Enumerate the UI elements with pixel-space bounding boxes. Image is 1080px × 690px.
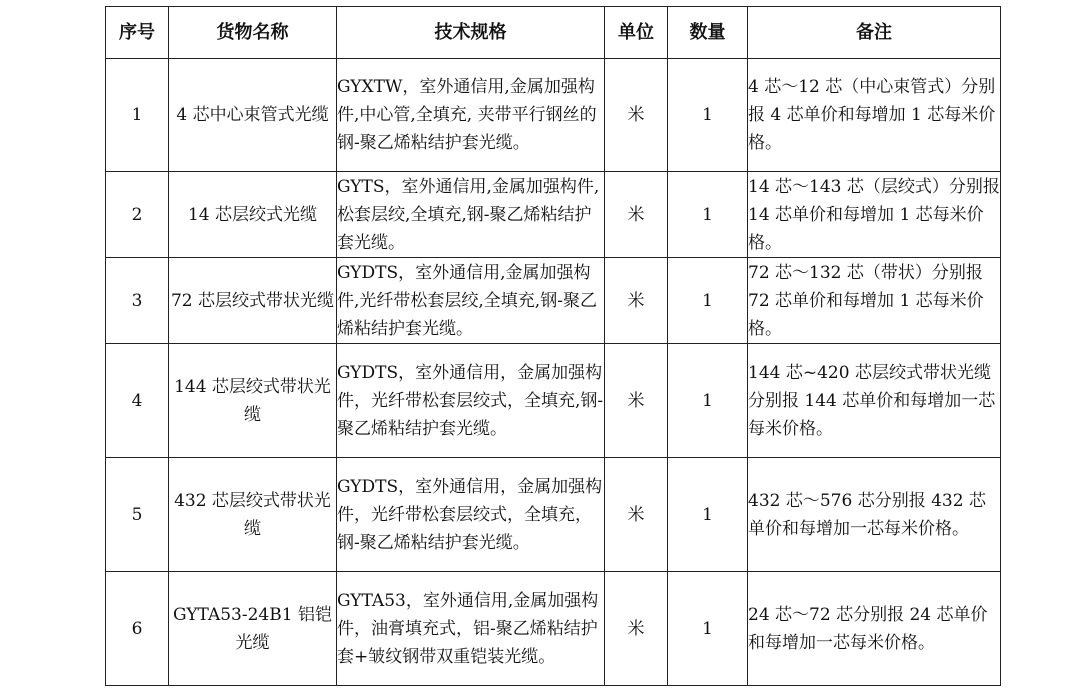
- row-goods-name: 432 芯层绞式带状光缆: [169, 458, 337, 572]
- row-no: 6: [106, 572, 169, 686]
- row-quantity: 1: [668, 59, 748, 172]
- row-quantity: 1: [668, 258, 748, 344]
- row-remarks: 14 芯～143 芯（层绞式）分别报 14 芯单价和每增加 1 芯每米价格。: [748, 172, 1001, 258]
- row-unit: 米: [605, 572, 668, 686]
- table-row: [106, 458, 1001, 572]
- row-tech-spec: GYDTS，室外通信用，金属加强构件，光纤带松套层绞式，全填充，钢-聚乙烯粘结护套光缆。: [337, 458, 605, 572]
- row-tech-spec: GYDTS，室外通信用,金属加强构件,光纤带松套层绞,全填充,钢-聚乙烯粘结护套光缆。: [337, 258, 605, 344]
- row-goods-name: GYTA53-24B1 铝铠光缆: [169, 572, 337, 686]
- table-header-row: [106, 7, 1001, 59]
- goods-spec-table: [105, 6, 1001, 686]
- row-remarks: 4 芯～12 芯（中心束管式）分别报 4 芯单价和每增加 1 芯每米价格。: [748, 59, 1001, 172]
- row-unit: 米: [605, 59, 668, 172]
- row-goods-name: 4 芯中心束管式光缆: [169, 59, 337, 172]
- row-unit: 米: [605, 172, 668, 258]
- table-row: [106, 258, 1001, 344]
- header-remarks: 备注: [748, 7, 1001, 59]
- row-quantity: 1: [668, 458, 748, 572]
- row-tech-spec: GYTS，室外通信用,金属加强构件,松套层绞,全填充,钢-聚乙烯粘结护套光缆。: [337, 172, 605, 258]
- row-remarks: 144 芯~420 芯层绞式带状光缆分别报 144 芯单价和每增加一芯每米价格。: [748, 344, 1001, 458]
- row-quantity: 1: [668, 172, 748, 258]
- row-goods-name: 144 芯层绞式带状光缆: [169, 344, 337, 458]
- row-remarks: 24 芯～72 芯分别报 24 芯单价和每增加一芯每米价格。: [748, 572, 1001, 686]
- row-unit: 米: [605, 258, 668, 344]
- header-tech-spec: 技术规格: [337, 7, 605, 59]
- row-tech-spec: GYTA53，室外通信用,金属加强构件，油膏填充式，铝-聚乙烯粘结护套+皱纹钢带双重铠装光缆。: [337, 572, 605, 686]
- row-tech-spec: GYXTW，室外通信用,金属加强构件,中心管,全填充, 夹带平行钢丝的钢-聚乙烯粘结护套光缆。: [337, 59, 605, 172]
- row-no: 1: [106, 59, 169, 172]
- header-quantity: 数量: [668, 7, 748, 59]
- header-unit: 单位: [605, 7, 668, 59]
- row-tech-spec: GYDTS，室外通信用，金属加强构件，光纤带松套层绞式，全填充,钢-聚乙烯粘结护套光缆。: [337, 344, 605, 458]
- row-unit: 米: [605, 344, 668, 458]
- table-row: [106, 172, 1001, 258]
- row-quantity: 1: [668, 344, 748, 458]
- row-no: 4: [106, 344, 169, 458]
- row-remarks: 432 芯～576 芯分别报 432 芯单价和每增加一芯每米价格。: [748, 458, 1001, 572]
- table-row: [106, 59, 1001, 172]
- row-no: 5: [106, 458, 169, 572]
- row-quantity: 1: [668, 572, 748, 686]
- table-row: [106, 572, 1001, 686]
- row-goods-name: 72 芯层绞式带状光缆: [169, 258, 337, 344]
- row-remarks: 72 芯～132 芯（带状）分别报 72 芯单价和每增加 1 芯每米价格。: [748, 258, 1001, 344]
- header-goods-name: 货物名称: [169, 7, 337, 59]
- table-row: [106, 344, 1001, 458]
- row-no: 2: [106, 172, 169, 258]
- row-unit: 米: [605, 458, 668, 572]
- row-goods-name: 14 芯层绞式光缆: [169, 172, 337, 258]
- row-no: 3: [106, 258, 169, 344]
- header-no: 序号: [106, 7, 169, 59]
